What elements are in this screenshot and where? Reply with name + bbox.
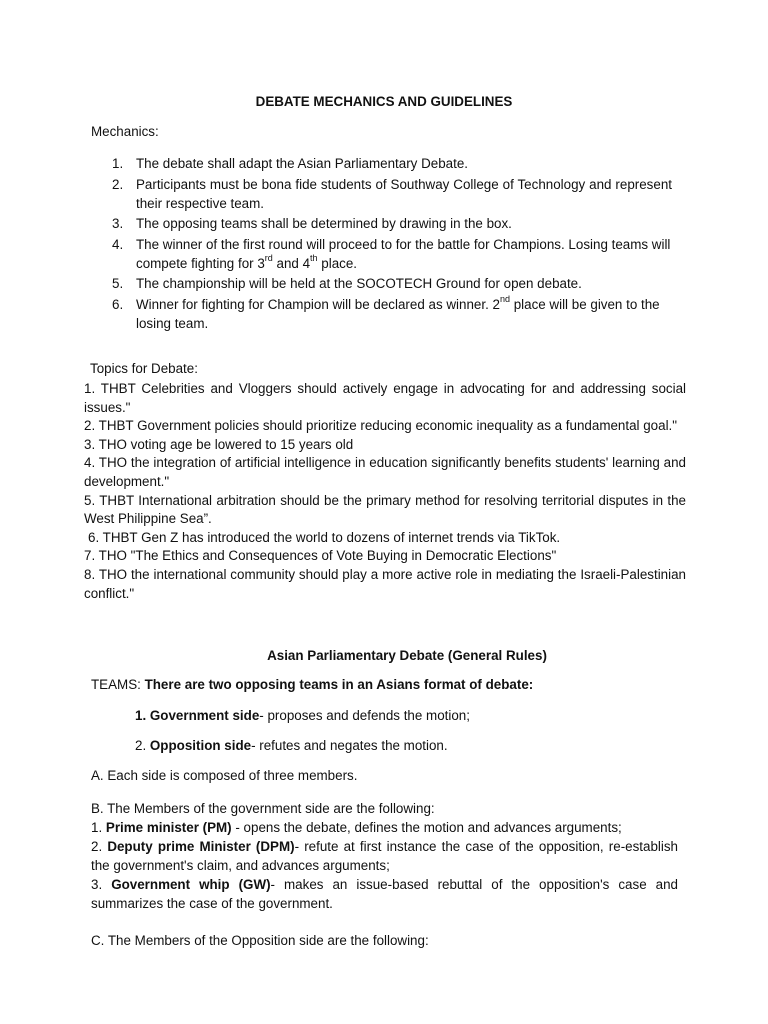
ordinal-suffix: nd — [499, 294, 510, 305]
item-number: 1. — [112, 156, 124, 171]
paragraph-b — [91, 799, 678, 913]
mechanics-item — [112, 274, 672, 293]
topic-item: 6. THBT Gen Z has introduced the world to dozens of internet trends via TikTok. — [88, 529, 561, 545]
item-text-part: The winner of the first round will proceed to for the battle for Champions. Losing teams will compete fighting for 3 — [136, 236, 671, 271]
paragraph-c: C. The Members of the Opposition side are the following: — [91, 933, 429, 948]
item-text: The championship will be held at the SOCOTECH Ground for open debate. — [136, 276, 582, 291]
topic-item: 2. THBT Government policies should prioritize reducing economic inequality as a fundamental goal." — [84, 418, 678, 434]
topic-item: 3. THO voting age be lowered to 15 years old — [84, 436, 354, 452]
topic-item: 1. THBT Celebrities and Vloggers should actively engage in advocating for and addressing social issues." — [84, 381, 686, 415]
paragraph-b-intro: B. The Members of the government side are the following: — [91, 801, 435, 816]
item-text: The debate shall adapt the Asian Parliamentary Debate. — [136, 156, 468, 171]
mechanics-item — [112, 154, 672, 173]
member-number: 2. — [91, 839, 108, 854]
side-description: - proposes and defends the motion; — [259, 708, 470, 723]
mechanics-item — [112, 214, 672, 233]
item-number: 4. — [112, 236, 124, 252]
item-text-part: place. — [317, 255, 357, 271]
topic-item: 4. THO the integration of artificial intelligence in education significantly benefits students' learning and development." — [84, 455, 686, 489]
teams-prefix: TEAMS: — [91, 677, 145, 692]
item-text-part: place will be given to the losing team. — [136, 296, 660, 331]
member-number: 3. — [91, 877, 112, 892]
item-text: Participants must be bona fide students of Southway College of Technology and represent their respective team. — [136, 176, 672, 211]
mechanics-item — [112, 235, 672, 273]
member-description: - refute at first instance the case of the opposition, re-establish the government's claim, and advances arguments; — [91, 839, 679, 873]
rules-subtitle: Asian Parliamentary Debate (General Rules) — [267, 648, 547, 663]
teams-text: There are two opposing teams in an Asians format of debate: — [144, 677, 534, 692]
government-side-line — [135, 708, 470, 723]
opposition-side-line — [135, 738, 448, 753]
item-text — [136, 295, 672, 333]
item-text: The opposing teams shall be determined by drawing in the box. — [136, 216, 512, 231]
document-title: DEBATE MECHANICS AND GUIDELINES — [255, 94, 513, 109]
side-name: 1. Government side — [135, 708, 260, 723]
ordinal-suffix: rd — [264, 253, 273, 264]
item-text-part: Winner for fighting for Champion will be declared as winner. 2 — [136, 296, 500, 312]
member-role: Deputy prime Minister (DPM) — [107, 839, 295, 854]
member-item — [91, 818, 678, 837]
item-number: 5. — [112, 276, 124, 291]
member-role: Prime minister (PM) — [105, 820, 232, 835]
member-role: Government whip (GW) — [111, 877, 271, 892]
paragraph-a: A. Each side is composed of three members. — [91, 768, 358, 783]
side-name: Opposition side — [149, 738, 252, 753]
side-number: 2. — [135, 738, 150, 753]
mechanics-item — [112, 175, 672, 213]
topic-item: 8. THO the international community should play a more active role in mediating the Israeli-Palestinian conflict." — [84, 566, 686, 601]
mechanics-label: Mechanics: — [91, 124, 159, 139]
member-description: - makes an issue-based rebuttal of the opposition's case and summarizes the case of the government. — [91, 877, 679, 911]
member-item — [91, 875, 678, 913]
item-number: 2. — [112, 176, 124, 192]
item-text-part: and 4 — [272, 255, 311, 271]
item-number: 3. — [112, 216, 124, 231]
teams-paragraph — [91, 677, 533, 692]
topics-label: Topics for Debate: — [90, 361, 198, 376]
member-description: - opens the debate, defines the motion and advances arguments; — [231, 820, 622, 835]
topics-list — [84, 380, 686, 603]
item-text — [136, 235, 672, 273]
topic-item: 7. THO "The Ethics and Consequences of Vote Buying in Democratic Elections" — [84, 548, 557, 564]
item-number: 6. — [112, 296, 124, 312]
member-item — [91, 837, 678, 875]
side-description: - refutes and negates the motion. — [251, 738, 448, 753]
member-number: 1. — [91, 820, 106, 835]
ordinal-suffix: th — [310, 253, 318, 264]
mechanics-list — [112, 154, 672, 334]
mechanics-item — [112, 295, 672, 333]
topic-item: 5. THBT International arbitration should be the primary method for resolving territorial disputes in the West Philippine Sea”. — [84, 492, 686, 527]
